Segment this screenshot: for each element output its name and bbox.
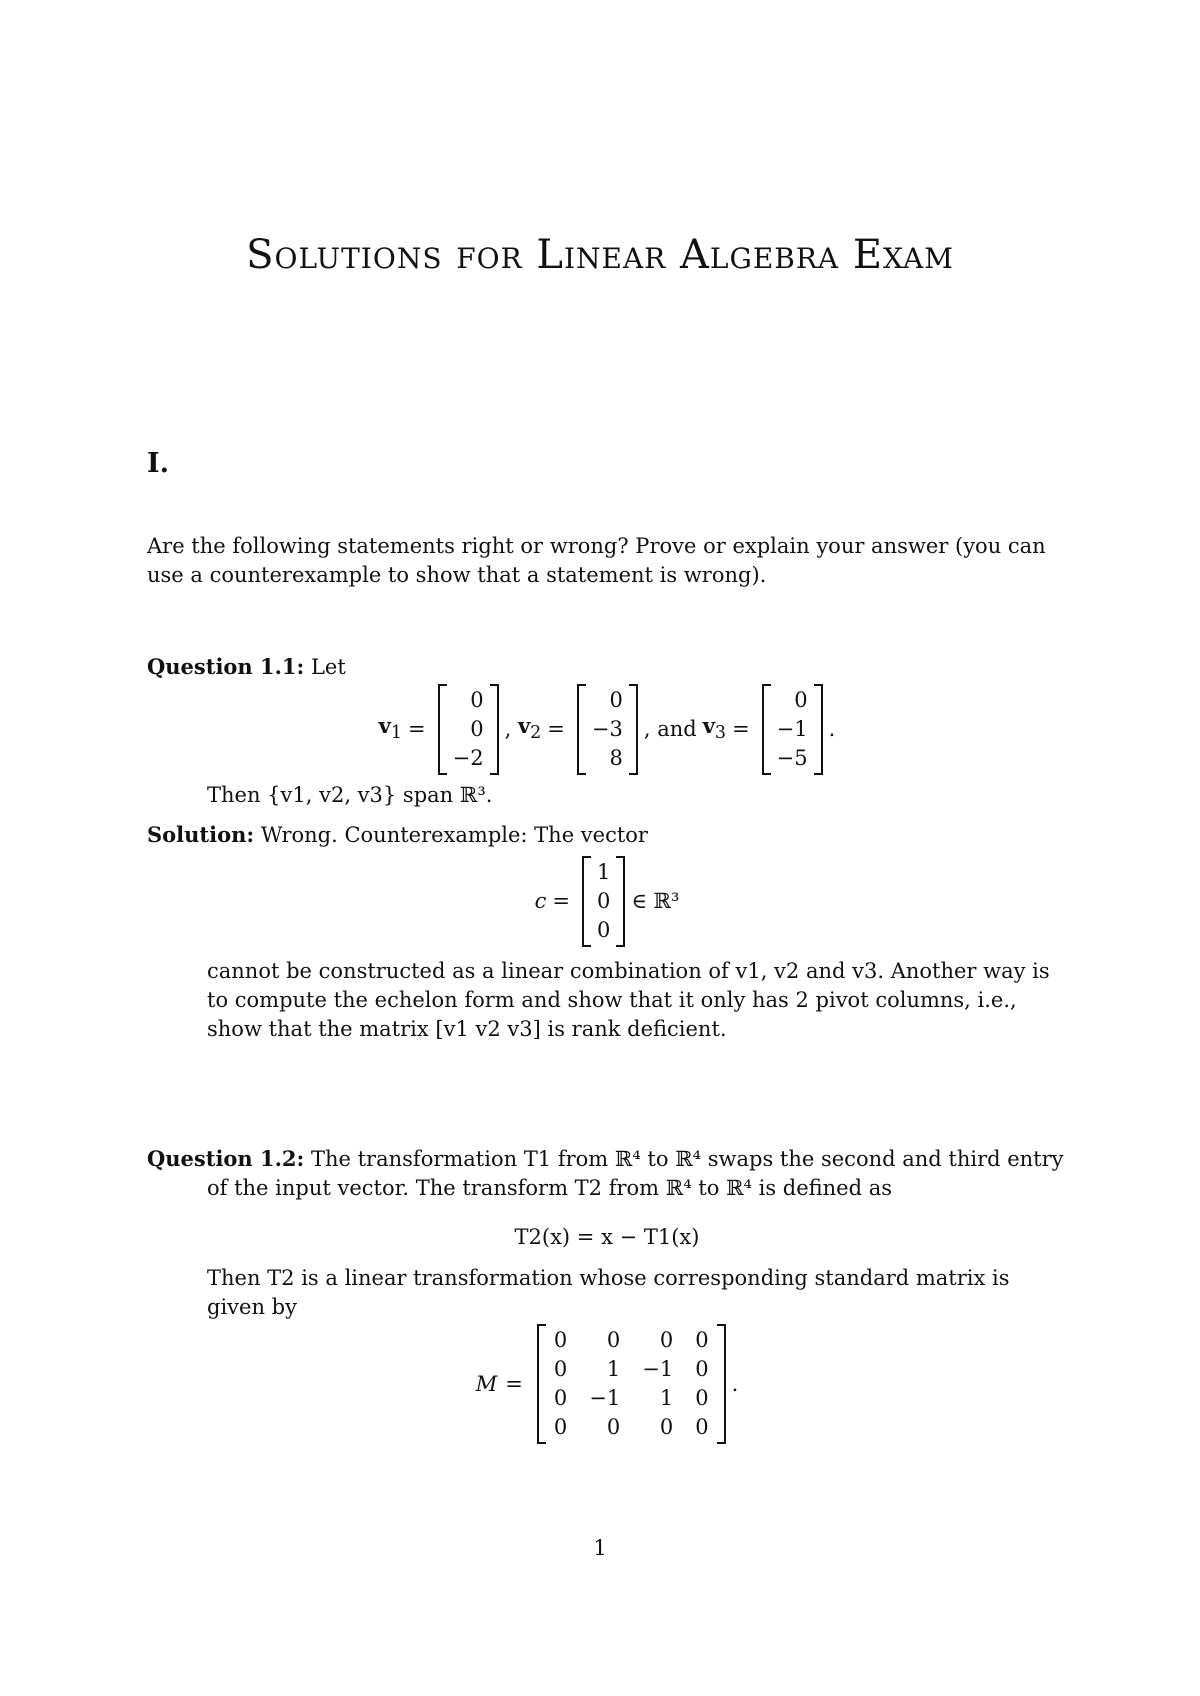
v2-label: $v_2$ xyxy=(517,712,542,744)
page-number: 1 xyxy=(593,1536,607,1560)
v1-entry: −2 xyxy=(452,746,484,770)
intro-paragraph: Are the following statements right or wrong? Prove or explain your answer (you can use a counterexample to show that a statement is wrong). xyxy=(147,534,1046,587)
matrix-m-entry: 0 xyxy=(606,1328,621,1352)
t2-claim: Then T2 is a linear transformation whose corresponding standard matrix is given by xyxy=(207,1266,1010,1319)
and-word: and xyxy=(657,717,697,741)
vector-c xyxy=(582,856,625,947)
vector-v1 xyxy=(438,684,499,775)
section-heading: I. xyxy=(147,448,170,479)
v3-entry: −5 xyxy=(776,746,808,770)
matrix-m-entry: 0 xyxy=(606,1415,621,1439)
c-entry: 1 xyxy=(596,860,611,884)
matrix-m-entry: 0 xyxy=(695,1386,709,1410)
c-entry: 0 xyxy=(596,918,611,942)
v1-label: $v_1$ xyxy=(378,712,402,744)
matrix-m-entry: 0 xyxy=(553,1328,568,1352)
matrix-m-entry: 0 xyxy=(695,1328,709,1352)
m-matrix-equation: M = 0 0 0 0 0 1 −1 0 0 −1 1 0 0 0 0 0 . xyxy=(147,1324,1067,1444)
solution-lead: Wrong. Counterexample: The vector xyxy=(260,823,648,847)
matrix-m-entry: 1 xyxy=(659,1386,674,1410)
matrix-m-entry: 0 xyxy=(695,1357,709,1381)
matrix-m-entry: 0 xyxy=(553,1357,568,1381)
m-label: M xyxy=(475,1371,498,1396)
matrix-m-entry: 0 xyxy=(659,1415,674,1439)
c-membership: ∈ ℝ³ xyxy=(631,889,680,913)
v1-entry: 0 xyxy=(470,717,484,741)
v3-entry: 0 xyxy=(794,688,808,712)
vector-v3 xyxy=(762,684,823,775)
matrix-m-entry: 0 xyxy=(553,1386,568,1410)
t2-definition: T2(x) = x − T1(x) xyxy=(514,1225,700,1249)
matrix-m-entry: 0 xyxy=(553,1415,568,1439)
question-1-2-label: Question 1.2: xyxy=(147,1146,305,1171)
matrix-m-entry: 0 xyxy=(659,1328,674,1352)
vectors-equation: $v_1$ = 0 0 −2 , $v_2$ = 0 −3 8 , and $v_3$ = 0 −1 −5 . xyxy=(147,684,1067,775)
matrix-m-entry: 1 xyxy=(606,1357,621,1381)
c-vector-equation: c = 1 0 0 ∈ ℝ³ xyxy=(147,856,1067,947)
c-entry: 0 xyxy=(596,889,611,913)
question-1-2-statement: Question 1.2: The transformation T1 from ℝ⁴ to ℝ⁴ swaps the second and third entry of the input vector. The transform T2 from ℝ⁴ to ℝ⁴ is defined as xyxy=(147,1146,1064,1200)
c-label: c xyxy=(534,889,547,913)
v2-entry: 8 xyxy=(609,746,623,770)
matrix-m-entry: −1 xyxy=(642,1357,674,1381)
span-claim: Then {v1, v2, v3} span ℝ³. xyxy=(207,783,493,807)
v3-label: $v_3$ xyxy=(702,712,727,744)
solution-explanation: cannot be constructed as a linear combination of v1, v2 and v3. Another way is to compute the echelon form and show that it only has 2 pivot columns, i.e., show that the matrix [v1 v2 v3] is rank deficient. xyxy=(207,959,1050,1041)
v1-entry: 0 xyxy=(470,688,484,712)
vector-v2 xyxy=(577,684,638,775)
matrix-m-entry: −1 xyxy=(589,1386,621,1410)
v3-entry: −1 xyxy=(776,717,808,741)
matrix-m xyxy=(537,1324,726,1444)
v2-entry: 0 xyxy=(609,688,623,712)
document-title: Solutions for Linear Algebra Exam xyxy=(246,232,954,278)
question-1-1-label: Question 1.1: xyxy=(147,654,305,679)
question-1-1 xyxy=(147,652,1067,1044)
matrix-m-entry: 0 xyxy=(695,1415,709,1439)
question-1-2 xyxy=(147,1144,1067,1444)
v2-entry: −3 xyxy=(591,717,623,741)
question-1-1-lead: Let xyxy=(310,655,346,679)
solution-label: Solution: xyxy=(147,822,255,847)
